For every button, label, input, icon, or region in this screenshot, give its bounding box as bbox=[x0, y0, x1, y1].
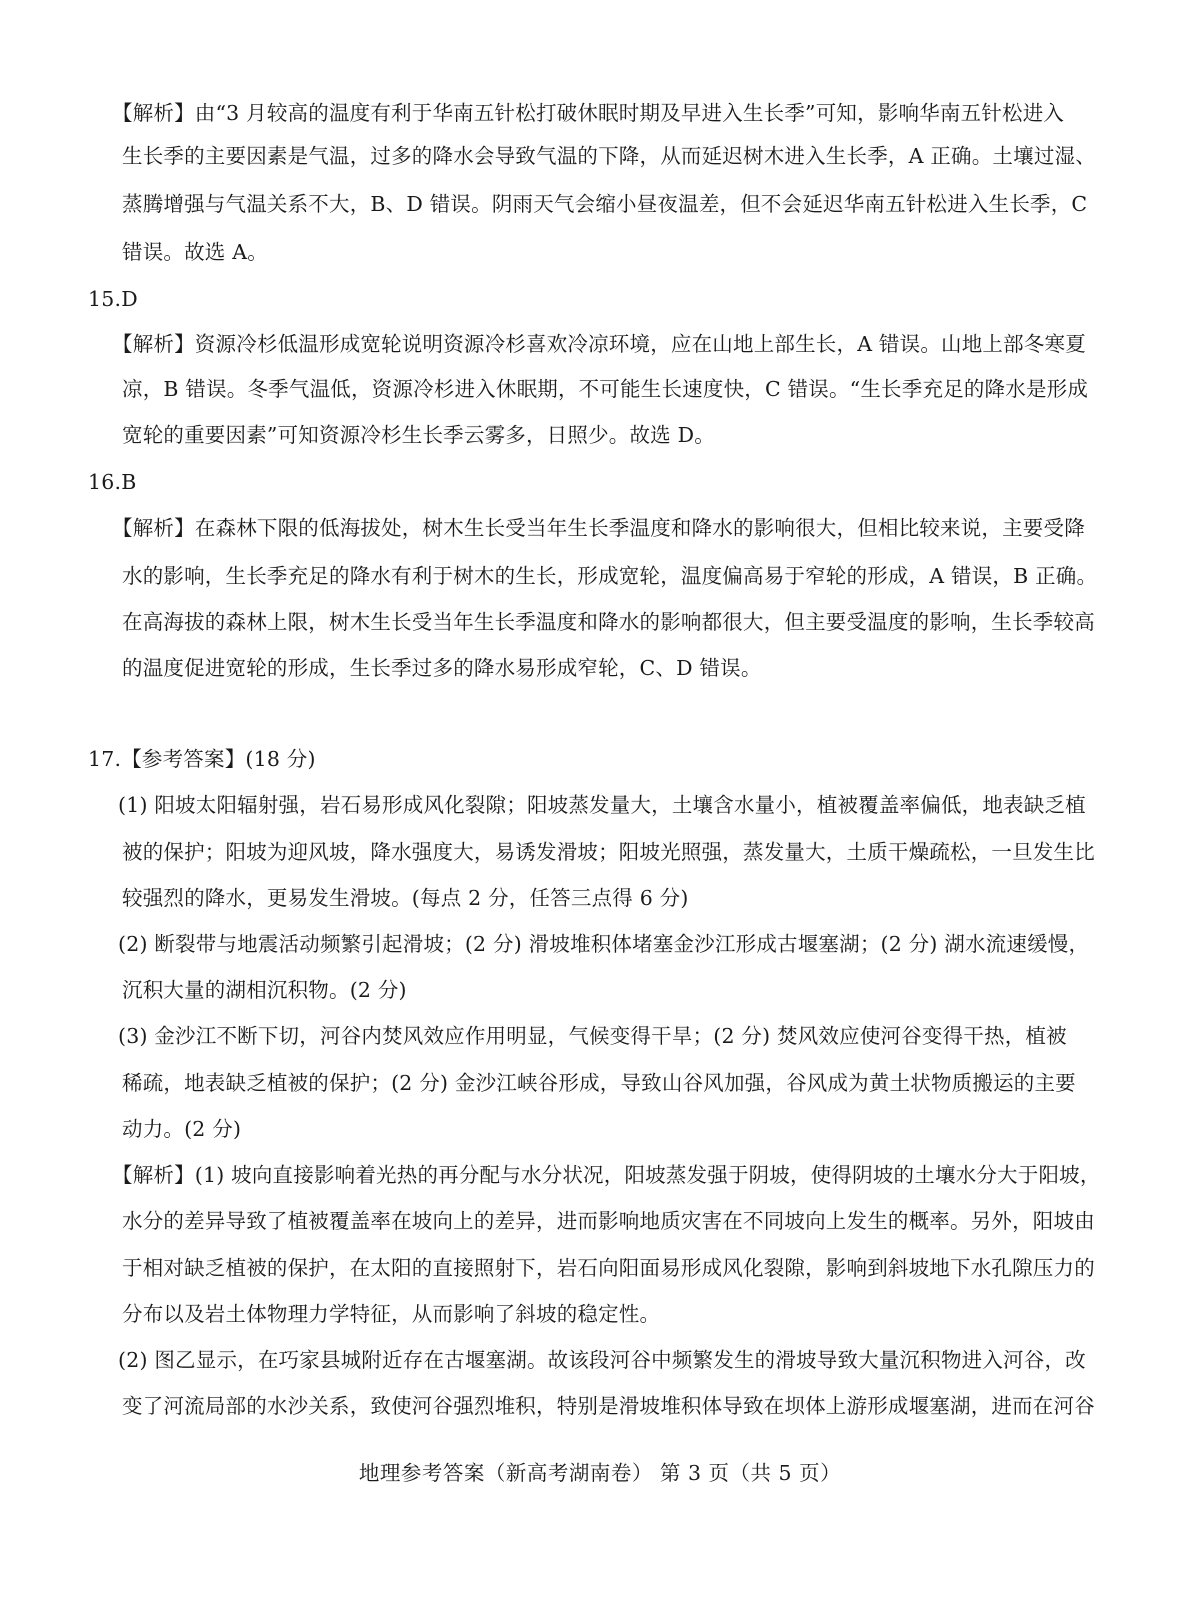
text-line: 【解析】资源冷杉低温形成宽轮说明资源冷杉喜欢冷凉环境，应在山地上部生长，A 错误。山地上部冬寒夏 bbox=[112, 332, 1086, 356]
text-line: 宽轮的重要因素”可知资源冷杉生长季云雾多，日照少。故选 D。 bbox=[122, 423, 715, 447]
text-line: 动力。(2 分) bbox=[122, 1117, 242, 1141]
text-line: 错误。故选 A。 bbox=[122, 240, 268, 264]
text-line: 较强烈的降水，更易发生滑坡。(每点 2 分，任答三点得 6 分) bbox=[122, 886, 689, 910]
text-line: 水分的差异导致了植被覆盖率在坡向上的差异，进而影响地质灾害在不同坡向上发生的概率。另外，阳坡由 bbox=[122, 1209, 1095, 1233]
text-line: 沉积大量的湖相沉积物。(2 分) bbox=[122, 978, 407, 1002]
text-line: 被的保护；阳坡为迎风坡，降水强度大，易诱发滑坡；阳坡光照强，蒸发量大，土质干燥疏松，一旦发生比 bbox=[122, 840, 1095, 864]
text-line: 在高海拔的森林上限，树木生长受当年生长季温度和降水的影响都很大，但主要受温度的影响，生长季较高 bbox=[122, 610, 1095, 634]
text-line: 变了河流局部的水沙关系，致使河谷强烈堆积，特别是滑坡堆积体导致在坝体上游形成堰塞湖，进而在河谷 bbox=[122, 1394, 1095, 1418]
text-line: 水的影响，生长季充足的降水有利于树木的生长，形成宽轮，温度偏高易于窄轮的形成，A 错误，B 正确。 bbox=[122, 564, 1098, 588]
text-line: 【解析】由“3 月较高的温度有利于华南五针松打破休眠时期及早进入生长季”可知，影响华南五针松进入 bbox=[112, 101, 1065, 125]
text-line: 分布以及岩土体物理力学特征，从而影响了斜坡的稳定性。 bbox=[122, 1302, 661, 1326]
text-line: (2) 断裂带与地震活动频繁引起滑坡；(2 分) 滑坡堆积体堵塞金沙江形成古堰塞湖；(2 分) 湖水流速缓慢， bbox=[118, 932, 1090, 956]
text-line: 【解析】在森林下限的低海拔处，树木生长受当年生长季温度和降水的影响很大，但相比较来说，主要受降 bbox=[112, 516, 1085, 540]
question-number: 15.D bbox=[88, 287, 138, 311]
text-line: (2) 图乙显示，在巧家县城附近存在古堰塞湖。故该段河谷中频繁发生的滑坡导致大量沉积物进入河谷，改 bbox=[118, 1348, 1086, 1372]
text-line: 凉，B 错误。冬季气温低，资源冷杉进入休眠期，不可能生长速度快，C 错误。“生长季充足的降水是形成 bbox=[122, 377, 1089, 401]
text-line: 的温度促进宽轮的形成，生长季过多的降水易形成窄轮，C、D 错误。 bbox=[122, 656, 762, 680]
text-line: 蒸腾增强与气温关系不大，B、D 错误。阴雨天气会缩小昼夜温差，但不会延迟华南五针松进入生长季，C bbox=[122, 192, 1088, 216]
question-number: 16.B bbox=[88, 470, 137, 494]
text-line: 【解析】(1) 坡向直接影响着光热的再分配与水分状况，阳坡蒸发强于阴坡，使得阴坡的土壤水分大于阳坡， bbox=[112, 1163, 1101, 1187]
text-line: 稀疏，地表缺乏植被的保护；(2 分) 金沙江峡谷形成，导致山谷风加强，谷风成为黄土状物质搬运的主要 bbox=[122, 1071, 1076, 1095]
question-number: 17.【参考答案】(18 分) bbox=[88, 747, 316, 771]
page-footer: 地理参考答案（新高考湖南卷） 第 3 页（共 5 页） bbox=[358, 1461, 842, 1485]
text-line: (3) 金沙江不断下切，河谷内焚风效应作用明显，气候变得干旱；(2 分) 焚风效应使河谷变得干热，植被 bbox=[118, 1024, 1067, 1048]
text-line: 生长季的主要因素是气温，过多的降水会导致气温的下降，从而延迟树木进入生长季，A 正确。土壤过湿、 bbox=[122, 144, 1096, 168]
text-line: 于相对缺乏植被的保护，在太阳的直接照射下，岩石向阳面易形成风化裂隙，影响到斜坡地下水孔隙压力的 bbox=[122, 1256, 1095, 1280]
text-line: (1) 阳坡太阳辐射强，岩石易形成风化裂隙；阳坡蒸发量大，土壤含水量小，植被覆盖率偏低，地表缺乏植 bbox=[118, 793, 1086, 817]
